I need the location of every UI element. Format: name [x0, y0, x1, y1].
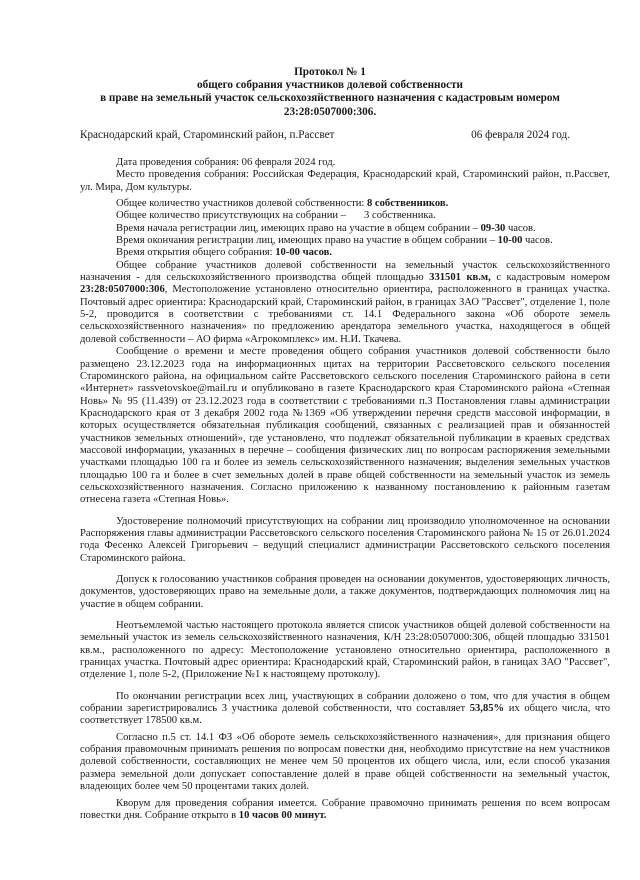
- meeting-place: Место проведения собрания: Российская Федерация, Краснодарский край, Староминский район, п.Рассвет, ул. Мира, Дом культуры.: [80, 169, 610, 193]
- paragraph-attendee-list: Неотъемлемой частью настоящего протокола является список участников общей долевой собственности на земельный участок из земель сельскохозяйственного назначения, К/Н 23:28:0507000:306, общей площадью 331501 кв.м., расположенного по адресу: Местоположение установлено относительно ориентира, расположенного в границах участка. Почтовый адрес ориентира: Краснодарский край, Староминский район, в ганицах ЗАО "Рассвет", отделение 1, поле 5-2, (Приложение №1 к настоящему протоколу).: [80, 620, 610, 681]
- paragraph-land-plot-text-a: Общее собрание участников долевой собственности на земельный участок сельскохозяйственного назначения - для сельскохозяйственного производства общей площадью: [80, 259, 610, 284]
- registration-end-value: 10-00: [497, 235, 523, 247]
- registration-start-suffix: часов.: [505, 222, 536, 234]
- paragraph-land-plot-text-c: , Местоположение установлено относительно ориентира, расположенного в границах участка. Почтовый адрес ориентира: Краснодарский край, Староминский район, в границах ЗАО "Рассвет", отделение 1, поле 5-2, проводится в соответствии с требованиями ст. 14.1 Федерального закона «Об обороте земель сельскохозяйственного назначения» по предложению арендатора земельного участка, находящегося в общей долевой собственности – АО фирма «Агрокомплекс» им. Н.И. Ткачева.: [80, 284, 610, 345]
- place-text: Краснодарский край, Староминский район, п.Рассвет: [80, 129, 335, 141]
- registration-end-label: Время окончания регистрации лиц, имеющих право на участие в общем собрании –: [116, 235, 498, 247]
- place-date-row: [80, 129, 570, 142]
- paragraph-registration-result: [80, 691, 610, 728]
- owners-total: [80, 198, 610, 210]
- meeting-open-value: 10-00 часов.: [275, 247, 332, 259]
- registration-result-text-b: их общего числа, что соответствует 178500 кв.м.: [80, 703, 610, 727]
- registration-start-label: Время начала регистрации лиц, имеющих право на участие в общем собрании –: [116, 222, 481, 234]
- owners-total-label: Общее количество участников долевой собственности:: [116, 198, 367, 210]
- registration-start-value: 09-30: [480, 222, 506, 234]
- registration-result-text-a: По окончании регистрации всех лиц, участвующих в собрании доложено о том, что для участия в общем собрании зарегистрировались 3 участника долевой собственности, что составляет: [80, 690, 610, 715]
- title-line-4: 23:28:0507000:306.: [283, 105, 377, 118]
- registration-end-suffix: часов.: [522, 235, 553, 247]
- protocol-title: [60, 66, 600, 119]
- paragraph-land-plot-text-b: с кадастровым номером: [490, 272, 610, 284]
- quorum-text: Кворум для проведения собрания имеется. Собрание правомочно принимать решения по всем вопросам повестки дня. Собрание открыто в: [80, 797, 610, 821]
- title-line-3: в праве на земельный участок сельскохозяйственного назначения с кадастровым номером: [100, 92, 560, 105]
- title-line-2: общего собрания участников долевой собственности: [197, 79, 463, 92]
- owners-present-value: 3 собственника.: [364, 210, 436, 222]
- opening-time: 10 часов 00 минут.: [238, 809, 327, 821]
- document-body: [80, 157, 610, 822]
- paragraph-land-plot: [80, 260, 610, 346]
- owners-present-label: Общее количество присутствующих на собрании –: [116, 210, 347, 222]
- paragraph-admission: Допуск к голосованию участников собрания проведен на основании документов, удостоверяющих личность, документов, удостоверяющих право на земельные доли, а также документов, подтверждающих полномочия лиц на участие в общем собрании.: [80, 574, 610, 610]
- paragraph-law-reference: Согласно п.5 ст. 14.1 ФЗ «Об обороте земель сельскохозяйственного назначения», для признания общего собрания правомочным принимать решения по вопросам повестки дня, необходимо присутствие на нем участников долевой собственности, составляющих не менее чем 50 процентов их общего числа, или, если способ указания размера земельной доли допускает сопоставление долей в праве общей собственности на земельный участок, владеющих более чем 50 процентами таких долей.: [80, 731, 610, 793]
- paragraph-quorum: [80, 798, 610, 823]
- attendance-percent: 53,85%: [469, 703, 505, 715]
- meeting-open-label: Время открытия общего собрания:: [116, 247, 276, 259]
- cadastral-number: 23:28:0507000:306: [80, 284, 165, 296]
- registration-start: [80, 223, 610, 235]
- paragraph-announcement: Сообщение о времени и месте проведения общего собрания участников долевой собственности было размещено 23.12.2023 года на информационных щитах на территории Рассветовского сельского поселения Староминского района, на официальном сайте Рассветовского сельского поселения Староминского района в сети «Интернет» rassvetovskoe@mail.ru и опубликовано в газете Краснодарского края Староминского района «Степная Новь» № 95 (11.439) от 23.12.2023 года в соответствии с требованиями п.3 Постановления главы администрации Краснодарского края от 3 декабря 2002 года №1369 «Об утверждении перечня средств массовой информации, в которых осуществляется обязательная публикация сообщений, связанных с реализацией прав и обязанностей участников земельных отношений», где установлено, что подлежат обязательной публикации в краевых средствах массовой информации, указанных в перечне – сообщения физических лиц по вопросам распоряжения земельными участками площадью 100 га и более из земель сельскохозяйственного назначения; выделения земельных участков площадью 100 га и более в счет земельных долей в праве общей собственности на земельный участок из земель сельскохозяйственного назначения. Согласно приложению к названному постановлению к районным газетам отнесена газета «Степная Новь».: [80, 346, 610, 506]
- land-area: 331501 кв.м,: [429, 272, 491, 284]
- document-date: 06 февраля 2024 год.: [471, 129, 570, 141]
- meeting-open-time: [80, 247, 610, 259]
- owners-present: [80, 210, 610, 222]
- registration-end: [80, 235, 610, 247]
- paragraph-credentials: Удостоверение полномочий присутствующих на собрании лиц производило уполномоченное на основании Распоряжения главы администрации Рассветовского сельского поселения Староминского района № 15 от 26.01.2024 года Фесенко Алексей Григорьевич – ведущий специалист администрации Рассветовского сельского поселения Староминского района.: [80, 515, 610, 564]
- owners-total-value: 8 собственников.: [366, 198, 449, 210]
- title-line-1: Протокол № 1: [294, 66, 366, 78]
- meeting-date: Дата проведения собрания: 06 февраля 2024 год.: [116, 157, 336, 168]
